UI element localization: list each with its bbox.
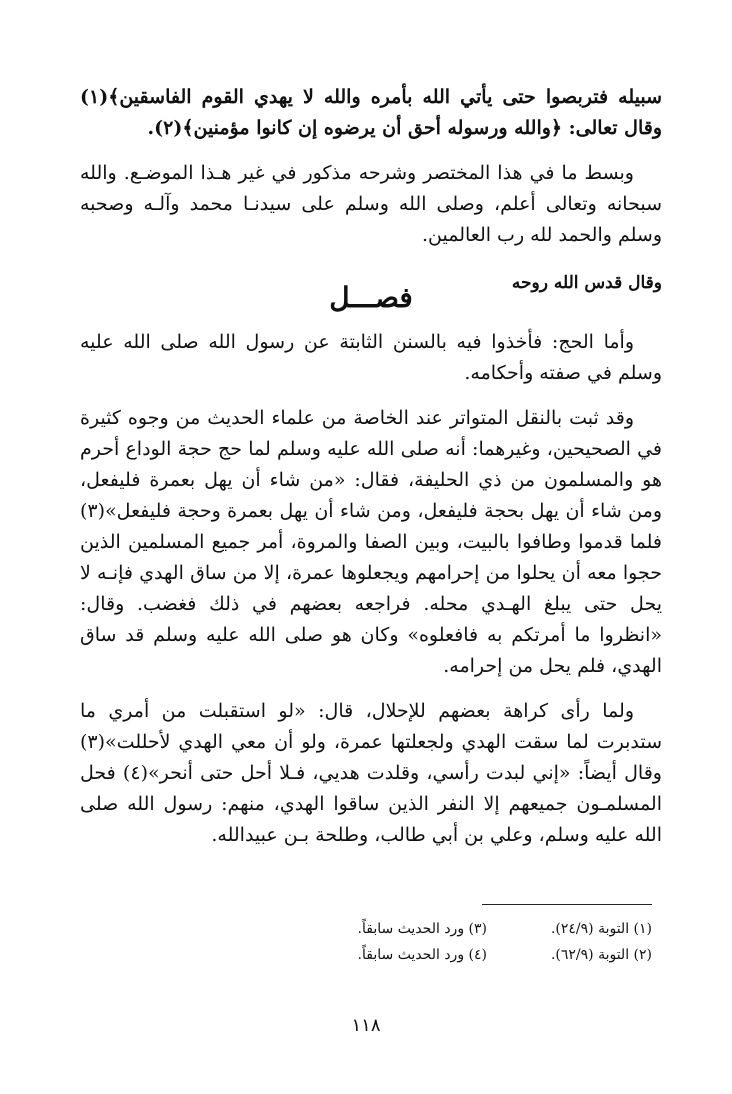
footnote-row — [322, 916, 652, 942]
page-body — [80, 82, 662, 865]
footnote-1: (١) التوبة (٢٤/٩). — [550, 921, 652, 937]
paragraph-hajj-intro: وأما الحج: فأخذوا فيه بالسنن الثابتة عن رسول الله صلى الله عليه وسلم في صفته وأحكامه. — [80, 331, 662, 384]
footnote-3: (٣) ورد الحديث سابقاً. — [357, 921, 487, 937]
paragraph-quran-verse: سبيله فتربصوا حتى يأتي الله بأمره والله لا يهدي القوم الفاسقين﴾(١) وقال تعالى: ﴿والله ورسوله أحق أن يرضوه إن كانوا مؤمنين﴾(٢). — [80, 86, 662, 139]
section-title: فصـــل — [329, 281, 413, 314]
footnote-row — [322, 942, 652, 968]
footnote-divider — [482, 904, 652, 905]
paragraph-closing: وبسط ما في هذا المختصر وشرحه مذكور في غير هـذا الموضـع. والله سبحانه وتعالى أعلم، وصلى الله وسلم على سيدنـا محمد وآلـه وصحبه وسلم والحمد لله رب العالمين. — [80, 162, 662, 246]
paragraph-ihlal: ولما رأى كراهة بعضهم للإحلال، قال: «لو استقبلت من أمري ما ستدبرت لما سقت الهدي ولجعلتها عمرة، ولو أن معي الهدي لأحللت»(٣) وقال أيضاً: «إني لبدت رأسي، وقلدت هديي، فـلا أحل حتى أنحر»(٤) فحل المسلمـون جميعهم إلا النفر الذين ساقوا الهدي، منهم: رسول الله صلى الله عليه وسلم، وعلي بن أبي طالب، وطلحة بـن عبيدالله. — [80, 700, 662, 846]
paragraph-hajj-narration: وقد ثبت بالنقل المتواتر عند الخاصة من علماء الحديث من وجوه كثيرة في الصحيحين، وغيرهما: أنه صلى الله عليه وسلم لما حج حجة الوداع أحرم هو والمسلمون من ذي الحليفة، فقال: «من شاء أن يهل بعمرة فليفعل، ومن شاء أن يهل بحجة فليفعل، ومن شاء أن يهل بعمرة وحجة فليفعل»(٣) فلما قدموا وطافوا بالبيت، وبين الصفا والمروة، أمر جميع المسلمين الذين حجوا معه أن يحلوا من إحرامهم ويجعلوها عمرة، إلا من ساق الهدي فإنـه لا يحل حتى يبلغ الهـدي محله. فراجعه بعضهم في ذلك فغضب. وقال: «انظروا ما أمرتكم به فافعلوه» وكان هو صلى الله عليه وسلم قد ساق الهدي، فلم يحل من إحرامه. — [80, 407, 662, 677]
footnote-4: (٤) ورد الحديث سابقاً. — [357, 947, 487, 963]
section-subtitle: وقال قدس الله روحه — [511, 273, 662, 293]
page-number: ١١٨ — [351, 1015, 381, 1036]
footnote-2: (٢) التوبة (٦٢/٩). — [550, 947, 652, 963]
section-header — [80, 273, 662, 317]
footnotes — [322, 916, 652, 968]
